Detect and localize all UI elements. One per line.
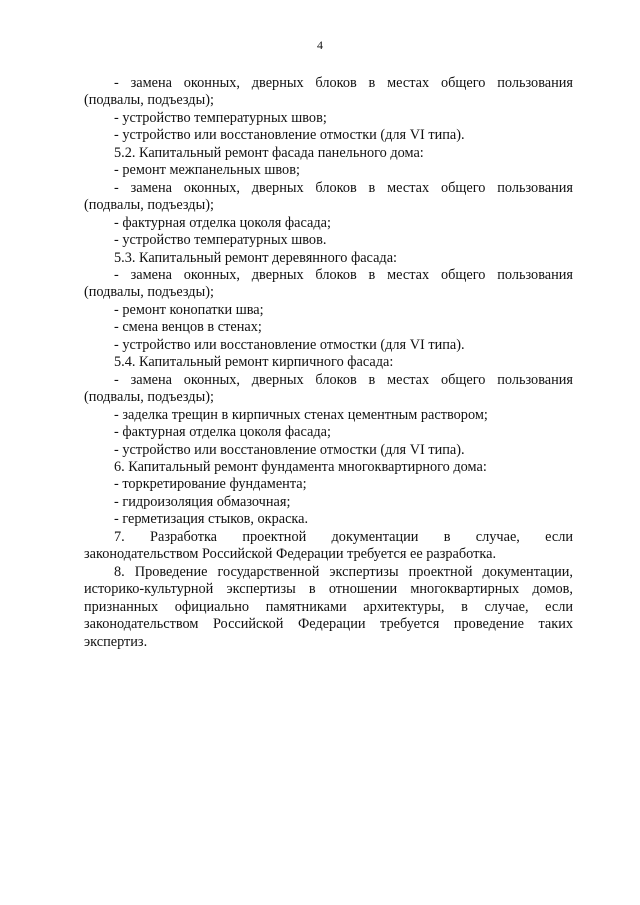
- paragraph-line: - устройство температурных швов.: [114, 232, 327, 249]
- paragraph-line: - замена оконных, дверных блоков в местах общего пользования: [114, 266, 573, 283]
- paragraph-line: 5.2. Капитальный ремонт фасада панельного дома:: [114, 144, 424, 161]
- paragraph-line: (подвалы, подъезды);: [84, 389, 214, 406]
- paragraph: [84, 442, 573, 459]
- paragraph-line: - герметизация стыков, окраска.: [114, 511, 309, 528]
- paragraph-line: (подвалы, подъезды);: [84, 92, 214, 109]
- paragraph-line: - замена оконных, дверных блоков в местах общего пользования: [114, 75, 573, 91]
- paragraph: [84, 267, 573, 302]
- paragraph: [84, 529, 573, 564]
- paragraph: [84, 476, 573, 493]
- paragraph: [84, 407, 573, 424]
- paragraph-line: - ремонт конопатки шва;: [114, 301, 264, 318]
- paragraph-line: - фактурная отделка цоколя фасада;: [114, 424, 331, 441]
- paragraph-line: 8. Проведение государственной экспертизы проектной документации,: [114, 563, 573, 580]
- paragraph-line: 6. Капитальный ремонт фундамента многоквартирного дома:: [114, 458, 487, 475]
- paragraph: [84, 511, 573, 528]
- paragraph: [84, 459, 573, 476]
- paragraph: [84, 302, 573, 319]
- paragraph-line: - ремонт межпанельных швов;: [114, 162, 300, 179]
- paragraph: [84, 127, 573, 144]
- paragraph-line: - заделка трещин в кирпичных стенах цементным раствором;: [114, 406, 488, 423]
- paragraph: [84, 424, 573, 441]
- paragraph: [84, 215, 573, 232]
- paragraph: [84, 75, 573, 110]
- paragraph-line: (подвалы, подъезды);: [84, 284, 214, 301]
- paragraph: [84, 337, 573, 354]
- paragraph-line: законодательством Российской Федерации требуется проведение таких: [84, 616, 573, 633]
- paragraph: [84, 250, 573, 267]
- paragraph-line: - фактурная отделка цоколя фасада;: [114, 214, 331, 231]
- paragraph-line: 7. Разработка проектной документации в случае, если: [114, 528, 573, 545]
- paragraph-line: законодательством Российской Федерации требуется ее разработка.: [84, 546, 497, 563]
- paragraph-line: 5.3. Капитальный ремонт деревянного фасада:: [114, 249, 398, 266]
- paragraph-line: историко-культурной экспертизы в отношении многоквартирных домов,: [84, 581, 573, 598]
- paragraph-line: - торкретирование фундамента;: [114, 476, 307, 493]
- paragraph: [84, 180, 573, 215]
- paragraph: [84, 494, 573, 511]
- paragraph-line: - устройство или восстановление отмостки (для VI типа).: [114, 127, 465, 144]
- paragraph-line: признанных официально памятниками архитектуры, в случае, если: [84, 598, 573, 615]
- paragraph: [84, 319, 573, 336]
- paragraph-line: - замена оконных, дверных блоков в местах общего пользования: [114, 179, 573, 196]
- paragraph: [84, 145, 573, 162]
- paragraph: [84, 110, 573, 127]
- paragraph: [84, 372, 573, 407]
- paragraph: [84, 162, 573, 179]
- paragraph-line: - устройство или восстановление отмостки (для VI типа).: [114, 336, 465, 353]
- paragraph: [84, 564, 573, 651]
- paragraph-line: экспертиз.: [84, 633, 148, 650]
- page-number: 4: [317, 38, 323, 52]
- paragraph: [84, 354, 573, 371]
- document-body: [84, 75, 573, 651]
- paragraph: [84, 232, 573, 249]
- paragraph-line: 5.4. Капитальный ремонт кирпичного фасада:: [114, 354, 394, 371]
- paragraph-line: - гидроизоляция обмазочная;: [114, 493, 291, 510]
- paragraph-line: - замена оконных, дверных блоков в местах общего пользования: [114, 371, 573, 388]
- paragraph-line: (подвалы, подъезды);: [84, 197, 214, 214]
- paragraph-line: - смена венцов в стенах;: [114, 319, 262, 336]
- paragraph-line: - устройство или восстановление отмостки (для VI типа).: [114, 441, 465, 458]
- paragraph-line: - устройство температурных швов;: [114, 109, 327, 126]
